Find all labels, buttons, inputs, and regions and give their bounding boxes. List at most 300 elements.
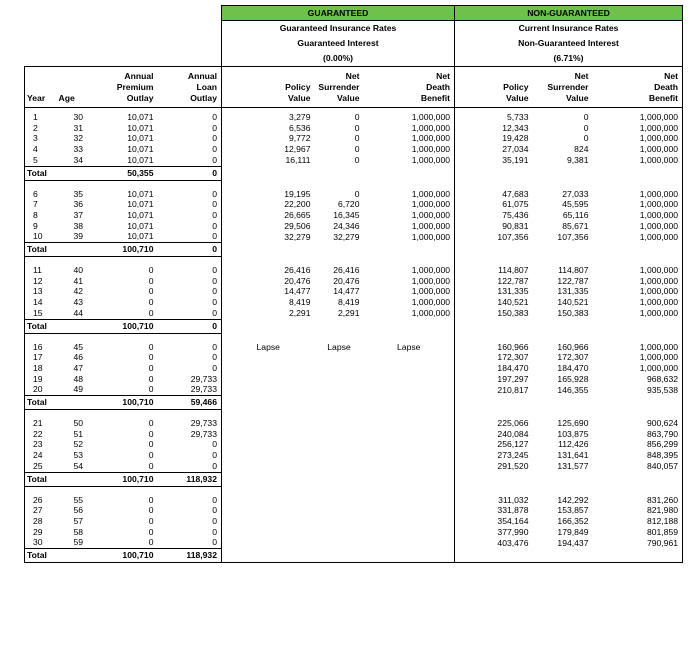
table-cell [364,450,455,461]
table-cell: 0 [583,112,589,122]
table-cell: 125,690 [557,418,589,429]
table-cell: 1,000,000 [593,265,683,276]
table-row [25,342,683,353]
table-cell: 39 [73,231,84,242]
table-cell [364,527,455,538]
table-cell: 1,000,000 [364,112,455,123]
table-cell: Lapse [364,342,455,353]
total-row [25,319,683,333]
table-cell: 2 [25,123,57,134]
table-cell: 28 [25,516,57,527]
table-cell: 8 [25,210,57,221]
table-cell: 0 [158,144,222,155]
table-cell: 0 [148,439,154,450]
table-cell: 12,343 [502,122,529,133]
table-cell [364,461,455,472]
table-row [25,308,683,319]
total-label: Total [25,243,87,257]
col-g-death-benefit: Net Death Benefit [364,67,455,108]
total-label: Total [25,549,87,563]
table-cell: 0 [158,155,222,166]
ledger-table [24,5,683,563]
table-cell [222,495,315,506]
table-cell: 54 [73,460,84,471]
guaranteed-header: GUARANTEED [222,6,455,21]
table-cell: 812,188 [593,516,683,527]
table-cell: 801,859 [593,527,683,538]
table-row [25,155,683,166]
table-cell: 0 [354,112,360,122]
table-cell: 10,071 [127,112,154,122]
table-cell: 58 [73,526,84,537]
table-cell: 0 [148,352,154,363]
table-cell [315,352,364,363]
table-cell: 16,345 [333,209,360,220]
table-cell: 122,787 [497,275,529,286]
table-row [25,199,683,210]
table-cell: 331,878 [497,505,529,516]
table-cell: 1,000,000 [593,308,683,319]
table-cell: 26 [25,495,57,506]
total-premium: 100,710 [87,549,158,563]
col-n-death-benefit: Net Death Benefit [593,67,683,108]
table-cell: 0 [148,450,154,461]
table-row [25,527,683,538]
table-cell: 184,470 [557,362,589,373]
table-cell: 1,000,000 [364,210,455,221]
table-row [25,505,683,516]
table-row [25,352,683,363]
table-cell: 18 [25,363,57,374]
total-premium: 100,710 [87,319,158,333]
table-cell: 4 [25,144,57,155]
table-cell: 0 [158,505,222,516]
table-cell: 0 [158,112,222,123]
table-cell: 19 [25,374,57,385]
table-cell: 20 [25,384,57,395]
table-cell [315,450,364,461]
table-cell: 3 [25,133,57,144]
table-cell: 10,071 [127,199,154,210]
table-cell: 59 [73,537,84,548]
table-cell: 146,355 [557,384,589,395]
table-cell: 15 [25,308,57,319]
table-cell: 30 [25,537,57,548]
table-cell: 0 [158,537,222,548]
table-cell: 44 [73,307,84,318]
non-guaranteed-interest-label: Non-Guaranteed Interest [455,36,683,51]
table-cell: 225,066 [497,418,529,429]
non-guaranteed-spacer [455,166,683,180]
table-cell [315,505,364,516]
table-cell: 26,416 [333,265,360,276]
table-cell: 9,772 [288,133,311,144]
table-cell: 122,787 [557,275,589,286]
table-cell [364,516,455,527]
table-cell: 27,033 [562,188,589,199]
total-label: Total [25,166,87,180]
table-cell: 13 [25,286,57,297]
table-cell: 0 [158,461,222,472]
table-cell [222,450,315,461]
table-cell: 38 [73,220,84,231]
table-cell: 1,000,000 [593,123,683,134]
table-cell: 24,346 [333,220,360,231]
table-cell [315,374,364,385]
table-cell: 0 [354,188,360,199]
table-cell: 0 [148,428,154,439]
table-cell: 61,075 [502,199,529,210]
total-loan: 0 [158,243,222,257]
table-cell: 1,000,000 [593,297,683,308]
column-header-row [25,67,683,108]
table-cell: 27,034 [502,144,529,155]
table-cell: 856,299 [593,439,683,450]
table-cell: 49 [73,384,84,395]
total-row [25,549,683,563]
table-cell: 10,071 [127,144,154,155]
table-cell: 21 [25,418,57,429]
table-cell: 20,476 [333,275,360,286]
table-cell: 51 [73,428,84,439]
table-cell: 0 [354,133,360,144]
table-cell: 1,000,000 [593,133,683,144]
table-row [25,112,683,123]
table-cell: 37 [73,209,84,220]
col-loan: Annual Loan Outlay [158,67,222,108]
table-cell: 291,520 [497,461,529,472]
table-cell: 29,733 [158,374,222,385]
table-cell [364,384,455,395]
table-cell: 47,683 [502,188,529,199]
table-cell: 131,577 [557,461,589,472]
table-cell: 10 [25,231,57,242]
table-cell [222,352,315,363]
total-row [25,472,683,486]
table-cell [222,363,315,374]
table-cell: 12,967 [284,144,311,155]
table-cell: 354,164 [497,515,529,526]
table-row [25,461,683,472]
table-row [25,276,683,287]
table-cell: 1,000,000 [593,189,683,200]
table-row [25,210,683,221]
table-cell [315,461,364,472]
table-cell: 50 [73,418,84,429]
total-row [25,243,683,257]
table-cell [364,352,455,363]
table-cell: 210,817 [497,384,529,395]
table-cell: 12 [25,276,57,287]
table-cell: 45 [73,341,84,352]
table-row [25,429,683,440]
table-cell: 172,307 [557,352,589,363]
table-cell: 6 [25,189,57,200]
table-cell [364,495,455,506]
table-cell: 90,831 [502,220,529,231]
guaranteed-spacer [222,396,455,410]
table-cell: 1,000,000 [593,286,683,297]
table-cell: 863,790 [593,429,683,440]
guaranteed-spacer [222,319,455,333]
table-cell: 0 [158,265,222,276]
guaranteed-spacer [222,243,455,257]
table-cell: 1,000,000 [364,276,455,287]
table-row [25,265,683,276]
table-row [25,450,683,461]
total-row [25,396,683,410]
non-guaranteed-spacer [455,243,683,257]
table-cell: 22 [25,429,57,440]
total-loan: 0 [158,319,222,333]
table-cell: 11 [25,265,57,276]
col-n-policy-value: Policy Value [503,82,529,103]
table-cell: 1,000,000 [593,221,683,232]
table-cell: 29,733 [158,418,222,429]
table-cell: 0 [148,373,154,384]
table-cell: 29,733 [158,429,222,440]
table-cell: 8,419 [337,297,360,308]
table-cell: 35 [73,188,84,199]
table-cell [364,537,455,548]
table-cell: 6,536 [288,122,311,133]
total-premium: 50,355 [87,166,158,180]
table-cell: 24 [25,450,57,461]
table-cell: 240,084 [497,428,529,439]
table-cell: 935,538 [593,384,683,395]
illustration-table [24,5,682,563]
table-cell: 140,521 [497,297,529,308]
table-cell: 824 [574,144,589,155]
table-row [25,221,683,232]
table-cell: 273,245 [497,450,529,461]
table-cell: 114,807 [498,265,529,276]
table-cell: 26,665 [284,209,311,220]
table-cell [315,495,364,506]
table-cell: 1 [25,112,57,123]
table-cell: 43 [73,297,84,308]
table-cell: 848,395 [593,450,683,461]
table-cell: 0 [148,265,154,276]
table-cell: 3,279 [288,112,311,122]
table-cell: 29,733 [158,384,222,395]
table-cell: 311,032 [498,494,529,505]
table-cell: 0 [158,221,222,232]
table-cell: 10,071 [127,231,154,242]
table-cell: 19,195 [284,188,311,199]
table-cell: 0 [148,494,154,505]
table-cell: 16 [25,342,57,353]
table-cell: Lapse [327,341,351,352]
col-n-surrender-value: Net Surrender Value [547,71,589,103]
table-row [25,516,683,527]
table-cell: 194,437 [557,537,589,548]
total-loan: 118,932 [158,549,222,563]
table-cell: 0 [148,537,154,548]
table-row [25,495,683,506]
table-cell: 19,428 [502,133,529,144]
table-cell: 20,476 [284,275,311,286]
table-cell: 403,476 [497,537,529,548]
table-cell [222,505,315,516]
table-cell: 10,071 [127,133,154,144]
table-cell: 165,928 [557,373,589,384]
table-cell: 1,000,000 [593,231,683,242]
table-cell [222,537,315,548]
table-cell [364,374,455,385]
col-g-surrender-value: Net Surrender Value [318,71,360,103]
table-cell: 1,000,000 [364,297,455,308]
guaranteed-interest-label: Guaranteed Interest [222,36,455,51]
col-premium: Annual Premium Outlay [116,71,154,103]
table-cell: 0 [158,516,222,527]
table-cell: 1,000,000 [593,210,683,221]
table-cell: 1,000,000 [364,286,455,297]
table-cell: 1,000,000 [593,342,683,353]
table-cell: 32,279 [333,231,360,242]
table-cell: 27 [25,505,57,516]
table-cell: 0 [148,384,154,395]
table-cell [364,439,455,450]
table-cell: 821,980 [593,505,683,516]
table-cell: 0 [158,231,222,242]
table-cell: 0 [148,526,154,537]
total-premium: 100,710 [87,243,158,257]
table-cell [364,505,455,516]
table-cell: 52 [73,439,84,450]
table-cell: 0 [148,297,154,308]
table-cell [315,439,364,450]
table-cell: 0 [158,189,222,200]
table-cell [222,516,315,527]
table-cell: 1,000,000 [364,231,455,242]
table-cell [222,429,315,440]
table-cell: 0 [158,286,222,297]
table-cell: 57 [73,515,84,526]
table-cell [315,537,364,548]
table-cell: 56 [73,505,84,516]
table-cell [315,429,364,440]
table-cell: 34 [73,154,84,165]
non-guaranteed-spacer [455,319,683,333]
table-cell: 53 [73,450,84,461]
table-cell: 36 [73,199,84,210]
table-cell: 23 [25,439,57,450]
table-cell: 0 [158,495,222,506]
table-cell: 0 [583,122,589,133]
table-cell: 140,521 [557,297,589,308]
table-cell: 10,071 [127,154,154,165]
table-cell: 1,000,000 [364,155,455,166]
guaranteed-rates-label: Guaranteed Insurance Rates [222,21,455,37]
total-label: Total [25,319,87,333]
table-cell: 0 [148,307,154,318]
table-cell: 1,000,000 [364,144,455,155]
total-row [25,166,683,180]
non-guaranteed-spacer [455,396,683,410]
table-cell [315,418,364,429]
table-cell: 0 [158,527,222,538]
table-cell: 10,071 [127,209,154,220]
table-cell: 47 [73,362,84,373]
total-label: Total [25,472,87,486]
table-row [25,144,683,155]
table-cell: 1,000,000 [593,144,683,155]
col-year: Year [25,67,57,108]
table-cell: 5,733 [506,112,529,122]
table-cell: 153,857 [557,505,589,516]
table-cell: 1,000,000 [364,265,455,276]
table-cell: 45,595 [562,199,589,210]
table-cell: 790,961 [593,537,683,548]
table-cell: 41 [73,275,84,286]
table-cell [315,527,364,538]
table-cell: 1,000,000 [593,276,683,287]
table-cell: 0 [158,297,222,308]
table-cell: 0 [158,342,222,353]
table-row [25,418,683,429]
table-cell: 31 [73,122,84,133]
table-cell: 32 [73,133,84,144]
table-cell [222,418,315,429]
non-guaranteed-rate-value: (6.71%) [455,51,683,67]
col-age: Age [58,93,75,103]
table-cell: 1,000,000 [364,123,455,134]
table-row [25,286,683,297]
table-cell: 1,000,000 [364,199,455,210]
table-cell [315,363,364,374]
table-cell [222,384,315,395]
total-label: Total [25,396,87,410]
table-cell: 10,071 [127,188,154,199]
table-cell: 0 [158,199,222,210]
table-row [25,384,683,395]
table-cell: 103,875 [557,428,589,439]
table-cell: 107,356 [557,231,589,242]
table-cell: 131,335 [497,286,529,297]
table-cell: 184,470 [497,362,529,373]
table-cell: 142,292 [557,494,589,505]
table-cell: 112,426 [558,439,589,450]
table-cell: 25 [25,461,57,472]
table-cell [315,384,364,395]
table-cell: 0 [148,275,154,286]
non-guaranteed-header: NON-GUARANTEED [455,6,683,21]
table-cell: 0 [354,144,360,155]
table-cell: 35,191 [502,155,529,166]
table-row [25,439,683,450]
table-cell: 166,352 [557,515,589,526]
table-cell: 0 [148,418,154,429]
table-cell [364,429,455,440]
table-cell: 0 [148,515,154,526]
table-cell: 160,966 [557,341,589,352]
table-cell: 0 [148,341,154,352]
table-cell: 42 [73,286,84,297]
table-cell: 0 [158,439,222,450]
table-cell: 0 [158,450,222,461]
table-cell [222,461,315,472]
table-cell: 14 [25,297,57,308]
table-cell: 0 [158,123,222,134]
table-cell: 114,807 [558,265,589,276]
table-cell: 17 [25,352,57,363]
table-cell: 9,381 [566,155,589,166]
table-cell [364,418,455,429]
table-cell: 172,307 [497,352,529,363]
table-cell: 22,200 [284,199,311,210]
table-row [25,123,683,134]
